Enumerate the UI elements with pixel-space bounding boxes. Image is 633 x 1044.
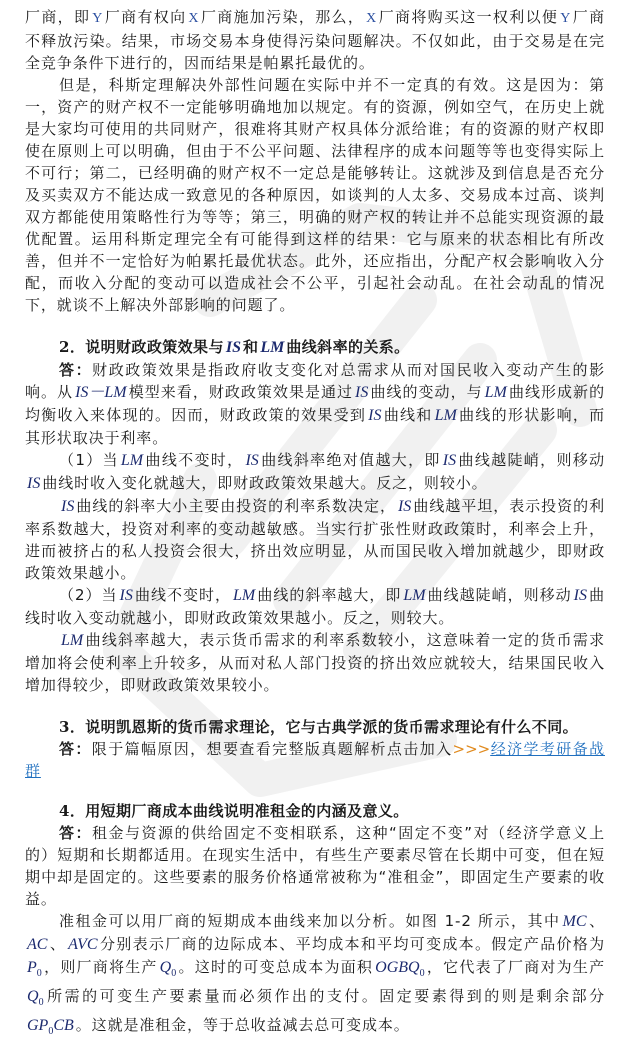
answer-paragraph: 答：财政政策效果是指政府收支变化对总需求从而对国民收入变动产生的影响。从 IS－LM 模型来看，财政政策效果是通过 IS 曲线的变动，与 LM 曲线形成新的均衡收入来体现的。因而，财政政策的效果受到 IS 曲线和 LM 曲线的形状影响，而其形状取决于利率。 (25, 361, 605, 447)
question-heading-2: 2．说明财政政策效果与 IS 和 LM 曲线斜率的关系。 (59, 338, 410, 356)
answer-label: 答： (59, 824, 93, 842)
group-join-link[interactable]: 经济学考研备战群 (25, 740, 605, 780)
paragraph: （1）当 LM 曲线不变时， IS 曲线斜率绝对值越大，即 IS 曲线越陡峭，则移动IS 曲线时收入变化就越大，即财政政策效果越大。反之，则较小。 (27, 451, 606, 492)
answer-paragraph: 答：限于篇幅原因，想要查看完整版真题解析点击加入>>>经济学考研备战群 (25, 740, 605, 780)
answer-paragraph: 答：租金与资源的供给固定不变相联系，这种“固定不变”对（经济学意义上的）短期和长期都适用。在现实生活中，有些生产要素尽管在长期中可变，但在短期中却是固定的。这些要素的服务价格通常被称为“准租金”，即固定生产要素的收益。 (25, 824, 605, 908)
paragraph: IS 曲线的斜率大小主要由投资的利率系数决定， IS 曲线越平坦，表示投资的利率系数越大，投资对利率的变动越敏感。当实行扩张性财政政策时，利率会上升，进而被挤占的私人投资会很大，挤出效应明显，从而国民收入增加就越少，即财政政策效果越小。 (25, 497, 605, 582)
document-page (25, 6, 605, 1044)
answer-label: 答： (59, 740, 92, 758)
answer-label: 答： (59, 361, 93, 379)
paragraph: （2）当 IS 曲线不变时， LM 曲线的斜率越大，即 LM 曲线越陡峭，则移动 IS 曲线时收入变动就越小，即财政政策效果越小。反之，则较大。 (25, 586, 605, 627)
question-heading-4: 4．用短期厂商成本曲线说明准租金的内涵及意义。 (59, 802, 409, 820)
paragraph: 厂商，即 Y 厂商有权向 X 厂商施加污染，那么， X 厂商将购买这一权利以便 Y 厂商不释放污染。结果，市场交易本身使得污染问题解决。不仅如此，由于交易是在完全竞争条件下进行的，因而结果是帕累托最优的。 (25, 8, 605, 72)
paragraph: 准租金可以用厂商的短期成本曲线来加以分析。如图 1-2 所示，其中 MC 、AC 、 AVC 分别表示厂商的边际成本、平均成本和平均可变成本。假定产品价格为$P_0$ ，则厂商将生产 $Q_0$ 。这时的可变总成本为面积 $OGBQ_0$ ，它代表了厂商对为生产$Q_0$ 所需的可变生产要素量而必须作出的支付。固定要素得到的则是剩余部分$GP_0CB$ 。这就是准租金，等于总收益减去总可变成本。 (27, 912, 606, 1038)
question-heading-3: 3．说明凯恩斯的货币需求理论，它与古典学派的货币需求理论有什么不同。 (59, 718, 579, 736)
paragraph: 但是，科斯定理解决外部性问题在实际中并不一定真的有效。这是因为：第一，资产的财产权不一定能够明确地加以规定。有的资源，例如空气，在历史上就是大家均可使用的共同财产，很难将其财产权具体分派给谁；有的资源的财产权即使在原则上可以明确，但由于不公平问题、法律程序的成本问题等等也变得实际上不可行；第二，已经明确的财产权不一定总是能够转让。这就涉及到信息是否充分及买卖双方不能达成一致意见的各种原因，如谈判的人太多、交易成本过高、谈判双方都能使用策略性行为等等；第三，明确的财产权的转让并不总能实现资源的最优配置。运用科斯定理完全有可能得到这样的结果：它与原来的状态相比有所改善，但并不一定恰好为帕累托最优状态。此外，还应指出，分配产权会影响收入分配，而收入分配的变动可以造成社会不公平，引起社会动乱。在社会动乱的情况下，就谈不上解决外部影响的问题了。 (25, 76, 605, 314)
paragraph: LM 曲线斜率越大，表示货币需求的利率系数较小，这意味着一定的货币需求增加将会使利率上升较多，从而对私人部门投资的挤出效应就较大，结果国民收入增加得较少，即财政政策效果较小。 (25, 631, 605, 694)
arrow-icon: >>> (452, 740, 491, 758)
